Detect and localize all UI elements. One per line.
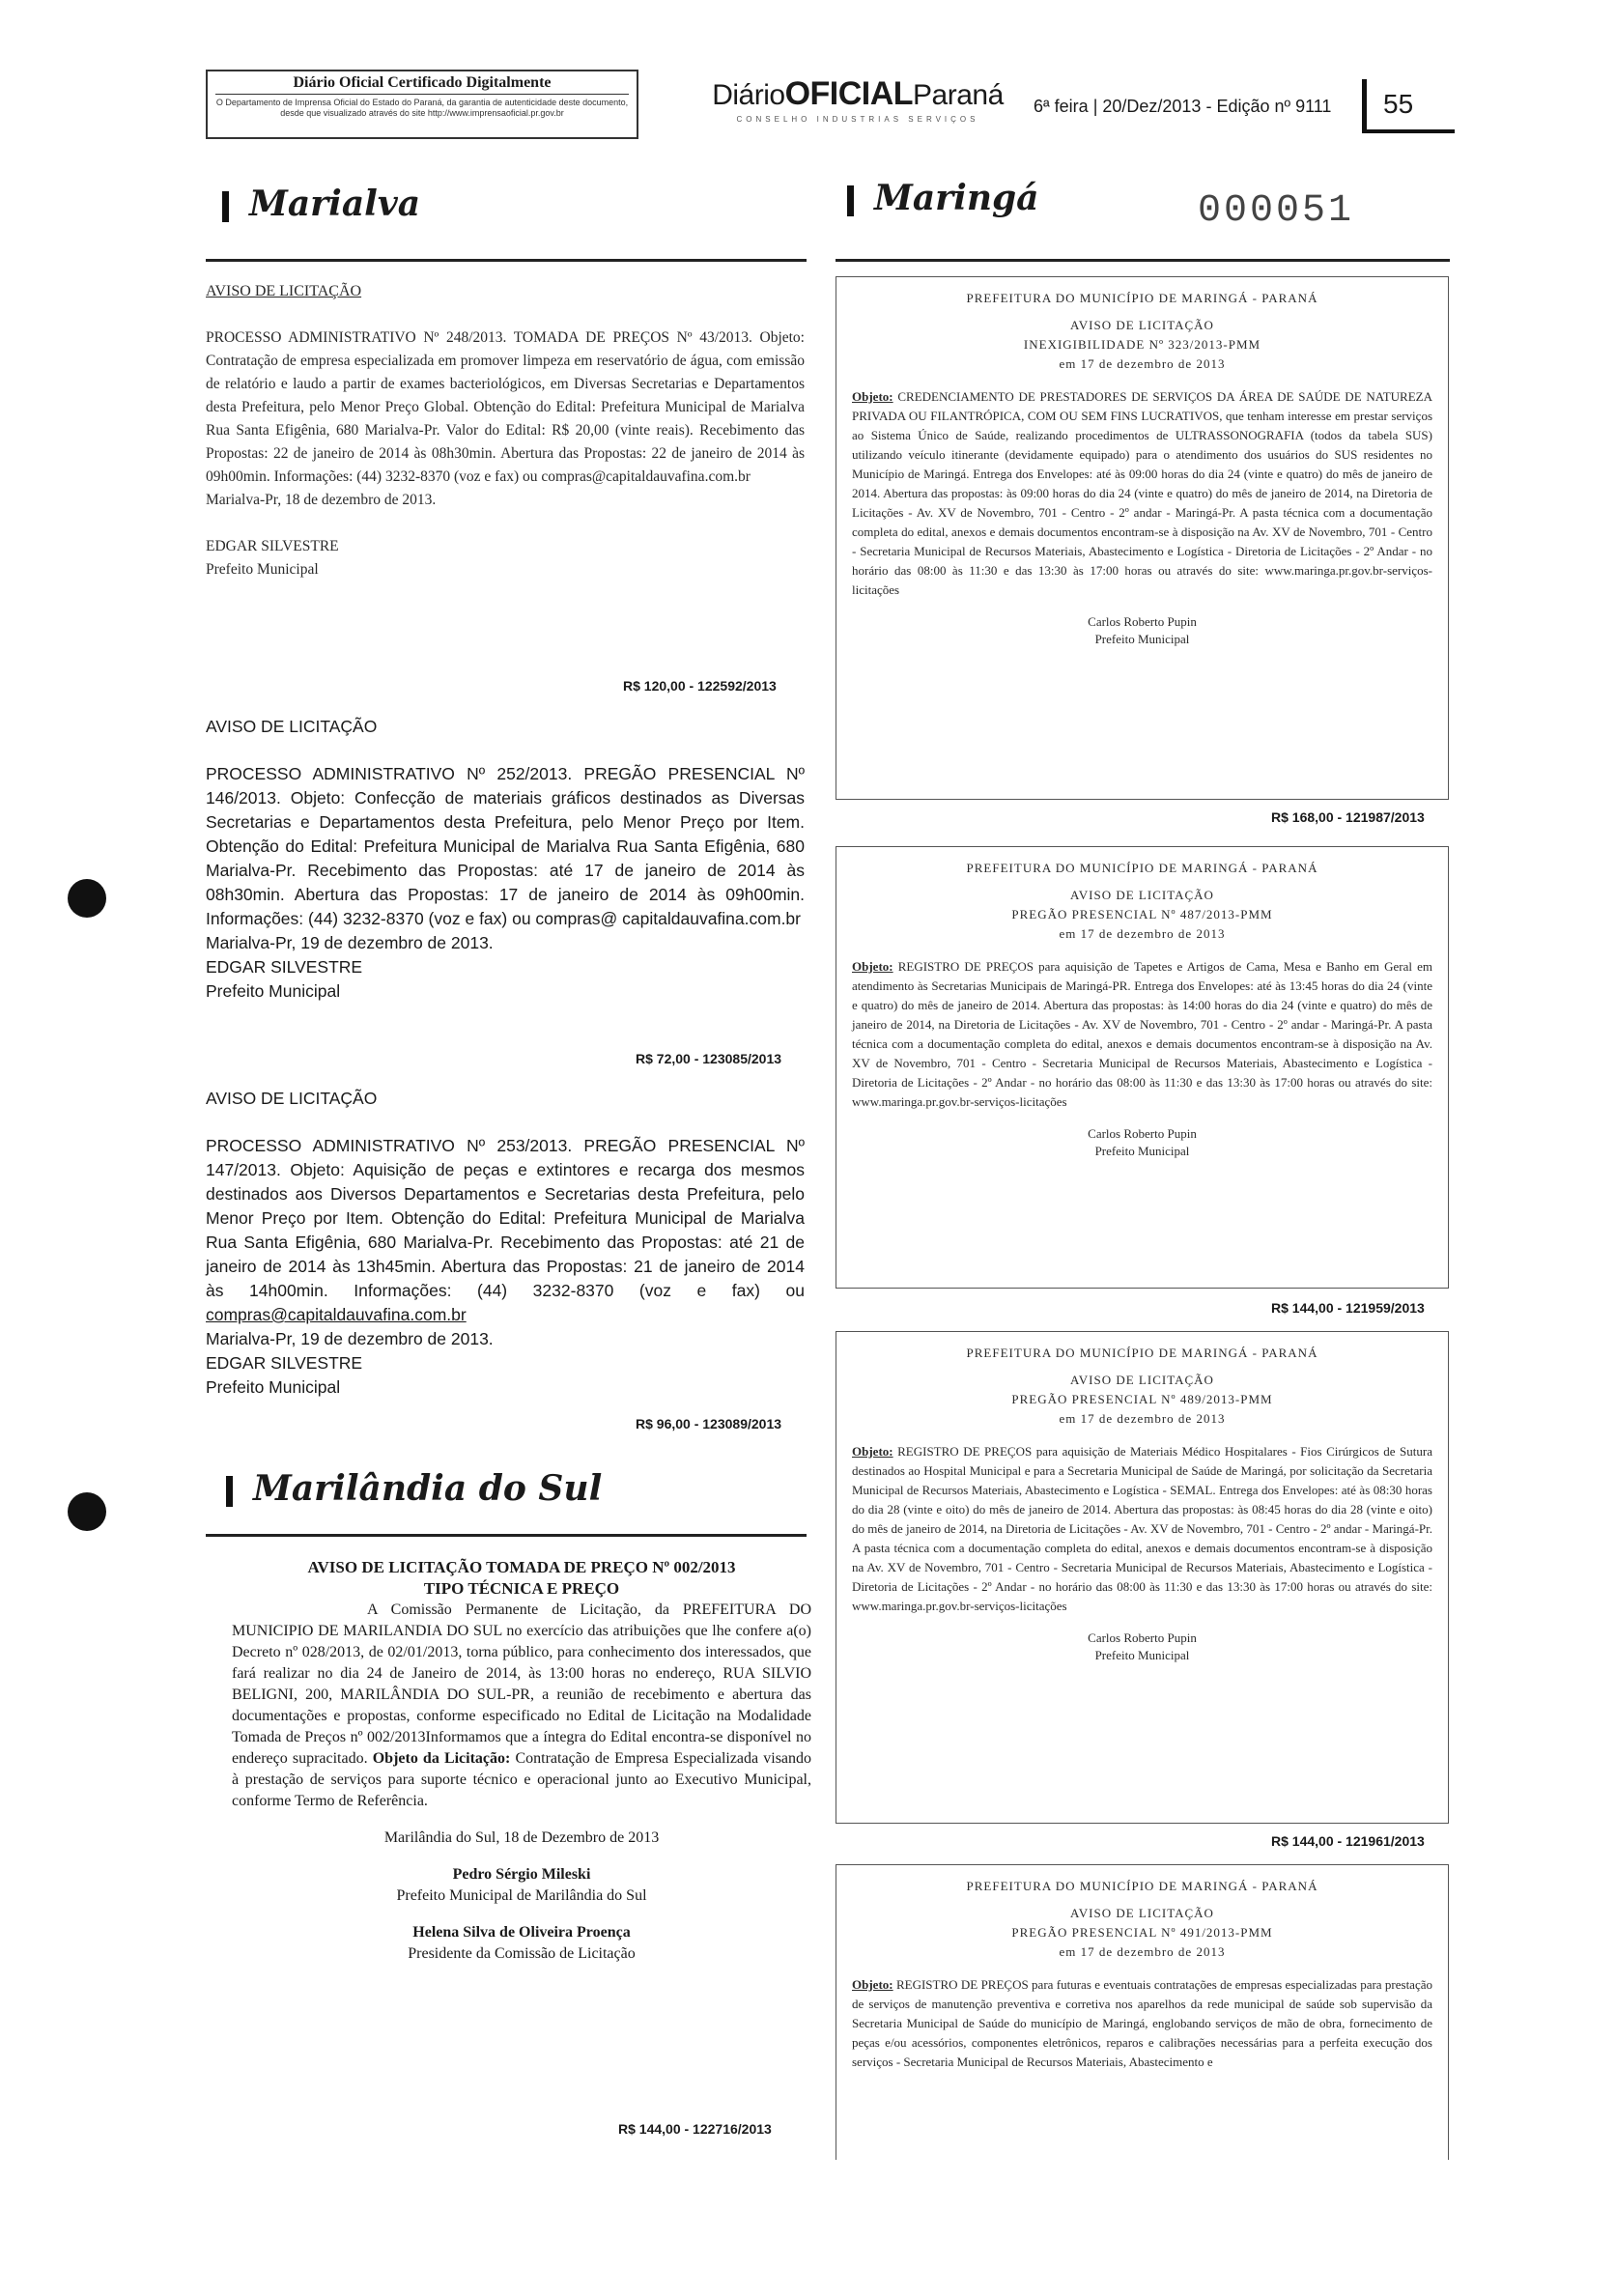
masthead-logo <box>703 75 1012 124</box>
issue-info: 6ª feira | 20/Dez/2013 - Edição nº 9111 <box>1034 97 1332 116</box>
section-rule-right <box>836 259 1450 262</box>
page-stamp: 000051 <box>1198 189 1355 233</box>
notice-heading: AVISO DE LICITAÇÃO TOMADA DE PREÇO Nº 002/2013 <box>307 1558 736 1576</box>
certificate-text: O Departamento de Imprensa Oficial do Estado do Paraná, da garantia de autenticidade deste documento, desde que visualizado através do site http://www.imprensaoficial.pr.gov.br <box>215 98 629 118</box>
notice-number: PREGÃO PRESENCIAL Nº 487/2013-PMM <box>1011 907 1273 921</box>
notice-header: PREFEITURA DO MUNICÍPIO DE MARINGÁ - PARANÁ <box>966 1346 1318 1360</box>
notice-signer: EDGAR SILVESTRE <box>206 957 363 977</box>
maringa-price-1: R$ 168,00 - 121987/2013 <box>1271 809 1425 825</box>
notice-title: AVISO DE LICITAÇÃO <box>1070 1373 1214 1387</box>
notice-date: Marialva-Pr, 19 de dezembro de 2013. <box>206 1329 494 1348</box>
email-link[interactable]: compras@capitaldauvafina.com.br <box>206 1305 467 1324</box>
notice-signer-role: Presidente da Comissão de Licitação <box>408 1945 636 1962</box>
notice-date: em 17 de dezembro de 2013 <box>1059 356 1226 371</box>
masthead-slogan: CONSELHO INDUSTRIAS SERVIÇOS <box>736 115 979 124</box>
maringa-notice-2 <box>836 846 1449 1289</box>
marialva-notice-2 <box>206 715 805 1004</box>
maringa-price-2: R$ 144,00 - 121959/2013 <box>1271 1300 1425 1316</box>
notice-heading: AVISO DE LICITAÇÃO <box>206 717 378 736</box>
section-title-marialva: Marialva <box>249 184 421 224</box>
logo-left: Diário <box>712 79 785 111</box>
binder-hole <box>68 1492 106 1531</box>
notice-body: Objeto: REGISTRO DE PREÇOS para futuras e eventuais contratações de empresas especializadas para prestação de serviços de manutenção preventiva e corretiva nos aparelhos da rede municipal de saúde sob supervisão da Secretaria Municipal de Saúde do município de Maringá, englobando serviços de mão de obra, fornecimento de peças e/ou acessórios, componentes eletrônicos, reparos e calibrações necessárias para a perfeita execução dos serviços - Secretaria Municipal de Recursos Materiais, Abastecimento e <box>852 1977 1432 2069</box>
notice-signer: Helena Silva de Oliveira Proença <box>412 1924 631 1941</box>
notice-signature: Carlos Roberto Pupin Prefeito Municipal <box>1088 1630 1197 1662</box>
notice-body: Objeto: CREDENCIAMENTO DE PRESTADORES DE SERVIÇOS DA ÁREA DE SAÚDE DE NATUREZA PRIVADA OU FILANTRÓPICA, COM OU SEM FINS LUCRATIVOS, que tenham interesse em prestar serviços ao Sistema Único de Saúde, realizando procedimentos de ULTRASSONOGRAFIA (todos da tabela SUS) utilizando veículo itinerante (devidamente equipado) para o atendimento dos usuários do SUS residentes no Município de Maringá. Entrega dos Envelopes: até às 09:00 horas do dia 24 (vinte e quatro) do mês de janeiro de 2014. Abertura das propostas: às 09:00 horas do dia 24 (vinte e quatro) do mês de janeiro de 2014, na Diretoria de Licitações - Av. XV de Novembro, 701 - Centro - 2º andar - Maringá-Pr. A pasta técnica com a documentação completa do edital, anexos e demais documentos encontram-se à disposição na Av. XV de Novembro, 701 - Centro - Secretaria Municipal de Recursos Materiais, Abastecimento e Logística - Diretoria de Licitações - 2º Andar - no horário das 08:00 às 11:30 e das 13:30 às 17:00 horas ou através do site: www.maringa.pr.gov.br-serviços-licitações <box>852 389 1432 597</box>
notice-signer: EDGAR SILVESTRE <box>206 1353 363 1373</box>
notice-date: em 17 de dezembro de 2013 <box>1059 926 1226 941</box>
notice-header: PREFEITURA DO MUNICÍPIO DE MARINGÁ - PARANÁ <box>966 861 1318 875</box>
notice-header: PREFEITURA DO MUNICÍPIO DE MARINGÁ - PARANÁ <box>966 1879 1318 1893</box>
binder-hole <box>68 879 106 918</box>
notice-signature: Carlos Roberto Pupin Prefeito Municipal <box>1088 1126 1197 1158</box>
notice-number: PREGÃO PRESENCIAL Nº 491/2013-PMM <box>1011 1925 1273 1940</box>
notice-date: em 17 de dezembro de 2013 <box>1059 1411 1226 1426</box>
notice-signer: EDGAR SILVESTRE <box>206 538 339 554</box>
header-divider <box>1362 79 1367 133</box>
marilandia-notice <box>232 1557 811 1965</box>
logo-right: Paraná <box>913 79 1004 111</box>
notice-body: PROCESSO ADMINISTRATIVO Nº 252/2013. PREGÃO PRESENCIAL Nº 146/2013. Objeto: Confecção de materiais gráficos destinados as Diversas Secretarias e Departamentos desta Prefeitura, pelo Menor Preço por Item. Obtenção do Edital: Prefeitura Municipal de Marialva Rua Santa Efigênia, 680 Marialva-Pr. Recebimento das Propostas: até 17 de janeiro de 2014 às 08h30min. Abertura das Propostas: 17 de janeiro de 2014 às 09h00min. Informações: (44) 3232-8370 (voz e fax) ou compras@ capitaldauvafina.com.br <box>206 764 805 928</box>
notice-date: em 17 de dezembro de 2013 <box>1059 1944 1226 1959</box>
notice-body: Objeto: REGISTRO DE PREÇOS para aquisição de Materiais Médico Hospitalares - Fios Cirúrgicos de Sutura destinados ao Hospital Municipal e para a Secretaria Municipal de Saúde de Maringá, por solicitação da Secretaria Municipal de Recursos Materiais, Abastecimento e Logística - SEMAL. Entrega dos Envelopes: até às 08:30 horas do dia 28 (vinte e oito) do mês de janeiro de 2014. Abertura das propostas: às 08:45 horas do dia 28 (vinte e oito) do mês de janeiro de 2014, na Diretoria de Licitações - Av. XV de Novembro, 701 - Centro - 2º andar - Maringá-Pr. A pasta técnica com a documentação completa do edital, anexos e demais documentos encontram-se à disposição na Av. XV de Novembro, 701 - Centro - Secretaria Municipal de Recursos Materiais, Abastecimento e Logística - Diretoria de Licitações - 2º Andar - no horário das 08:00 às 11:30 e das 13:30 às 17:00 horas ou através do site: www.maringa.pr.gov.br-serviços-licitações <box>852 1444 1432 1613</box>
maringa-notice-4 <box>836 1864 1449 2160</box>
notice-body: A Comissão Permanente de Licitação, da PREFEITURA DO MUNICIPIO DE MARILANDIA DO SUL no exercício das atribuições que lhe confere a(o) Decreto nº 028/2013, de 02/01/2013, torna público, para conhecimento dos interessados, que fará realizar no dia 24 de Janeiro de 2014, às 13:00 horas no endereço, RUA SILVIO BELIGNI, 200, MARILÂNDIA DO SUL-PR, a reunião de recebimento e abertura das documentações e propostas, conforme especificado no Edital de Licitação na Modalidade Tomada de Preços nº 002/2013Informamos que a íntegra do Edital encontra-se disponível no endereço supracitado. Objeto da Licitação: Contratação de Empresa Especializada visando à prestação de serviços para suporte técnico e operacional junto ao Executivo Municipal, conforme Termo de Referência. <box>232 1602 812 1809</box>
notice-signer-role: Prefeito Municipal <box>206 981 341 1001</box>
section-title-maringa: Maringá <box>874 178 1039 218</box>
notice-number: PREGÃO PRESENCIAL Nº 489/2013-PMM <box>1011 1392 1273 1406</box>
notice-subheading: TIPO TÉCNICA E PREÇO <box>423 1579 620 1598</box>
certificate-box <box>206 70 638 139</box>
notice-date: Marialva-Pr, 18 de dezembro de 2013. <box>206 492 437 508</box>
marialva-price-2: R$ 72,00 - 123085/2013 <box>636 1051 782 1066</box>
certificate-title: Diário Oficial Certificado Digitalmente <box>215 74 629 95</box>
notice-body: PROCESSO ADMINISTRATIVO Nº 248/2013. TOMADA DE PREÇOS Nº 43/2013. Objeto: Contratação de empresa especializada em promover limpeza em reservatório de água, com emissão de relatório e laudo a partir de exames bacteriológicos, em Diversas Secretarias e Departamentos desta Prefeitura, pelo Menor Preço Global. Obtenção do Edital: Prefeitura Municipal de Marialva Rua Santa Efigênia, 680 Marialva-Pr. Valor do Edital: R$ 20,00 (vinte reais). Recebimento das Propostas: 22 de janeiro de 2014 às 08h30min. Abertura das Propostas: 22 de janeiro de 2014 às 09h00min. Informações: (44) 3232-8370 (voz e fax) ou compras@capitaldauvafina.com.br <box>206 329 805 485</box>
header-underline <box>1362 129 1455 133</box>
notice-body: PROCESSO ADMINISTRATIVO Nº 253/2013. PREGÃO PRESENCIAL Nº 147/2013. Objeto: Aquisição de peças e extintores e recarga dos mesmos destinados aos Diversos Departamentos e Secretarias desta Prefeitura, pelo Menor Preço por Item. Obtenção do Edital: Prefeitura Municipal de Marialva Rua Santa Efigênia, 680 Marialva-Pr. Recebimento das Propostas: até 21 de janeiro de 2014 às 13h45min. Abertura das Propostas: 21 de janeiro de 2014 às 14h00min. Informações: (44) 3232-8370 (voz e fax) ou compras@capitaldauvafina.com.br <box>206 1136 805 1324</box>
logo-mid: OFICIAL <box>784 75 914 112</box>
marilandia-price: R$ 144,00 - 122716/2013 <box>618 2121 772 2137</box>
notice-title: AVISO DE LICITAÇÃO <box>1070 318 1214 332</box>
notice-body: Objeto: REGISTRO DE PREÇOS para aquisição de Tapetes e Artigos de Cama, Mesa e Banho em Geral em atendimento às Secretarias Municipais de Maringá-PR. Entrega dos Envelopes: até às 13:45 horas do dia 24 (vinte e quatro) do mês de janeiro de 2014. Abertura das propostas: às 14:00 horas do dia 24 (vinte e quatro) do mês de janeiro de 2014, na Diretoria de Licitações - Av. XV de Novembro, 701 - Centro - 2º andar - Maringá-Pr. A pasta técnica com a documentação completa do edital, anexos e demais documentos encontram-se à disposição na Av. XV de Novembro, 701 - Centro - Secretaria Municipal de Recursos Materiais, Abastecimento e Logística - Diretoria de Licitações - 2º Andar - no horário das 08:00 às 11:30 e das 13:30 às 17:00 horas ou através do site: www.maringa.pr.gov.br-serviços-licitações <box>852 959 1432 1109</box>
section-title-marilandia: Marilândia do Sul <box>253 1468 603 1509</box>
notice-signer-role: Prefeito Municipal <box>206 561 319 578</box>
notice-header: PREFEITURA DO MUNICÍPIO DE MARINGÁ - PARANÁ <box>966 291 1318 305</box>
notice-date: Marilândia do Sul, 18 de Dezembro de 2013 <box>383 1829 660 1846</box>
section-rule-left <box>206 259 807 262</box>
marialva-notice-3 <box>206 1087 805 1400</box>
marialva-price-3: R$ 96,00 - 123089/2013 <box>636 1416 782 1431</box>
marialva-price-1: R$ 120,00 - 122592/2013 <box>623 678 777 694</box>
marialva-notice-1 <box>206 280 805 581</box>
notice-signature: Carlos Roberto Pupin Prefeito Municipal <box>1088 614 1197 646</box>
notice-signer: Pedro Sérgio Mileski <box>452 1866 591 1883</box>
page-number: 55 <box>1383 89 1414 119</box>
notice-date: Marialva-Pr, 19 de dezembro de 2013. <box>206 933 494 952</box>
notice-signer-role: Prefeito Municipal <box>206 1377 341 1397</box>
notice-number: INEXIGIBILIDADE Nº 323/2013-PMM <box>1023 337 1261 352</box>
notice-heading: AVISO DE LICITAÇÃO <box>206 283 362 299</box>
notice-title: AVISO DE LICITAÇÃO <box>1070 1906 1214 1920</box>
notice-signer-role: Prefeito Municipal de Marilândia do Sul <box>396 1887 647 1904</box>
maringa-price-3: R$ 144,00 - 121961/2013 <box>1271 1833 1425 1849</box>
notice-heading: AVISO DE LICITAÇÃO <box>206 1089 378 1108</box>
notice-title: AVISO DE LICITAÇÃO <box>1070 888 1214 902</box>
section-rule-marilandia <box>206 1534 807 1537</box>
maringa-notice-3 <box>836 1331 1449 1824</box>
maringa-notice-1 <box>836 276 1449 800</box>
